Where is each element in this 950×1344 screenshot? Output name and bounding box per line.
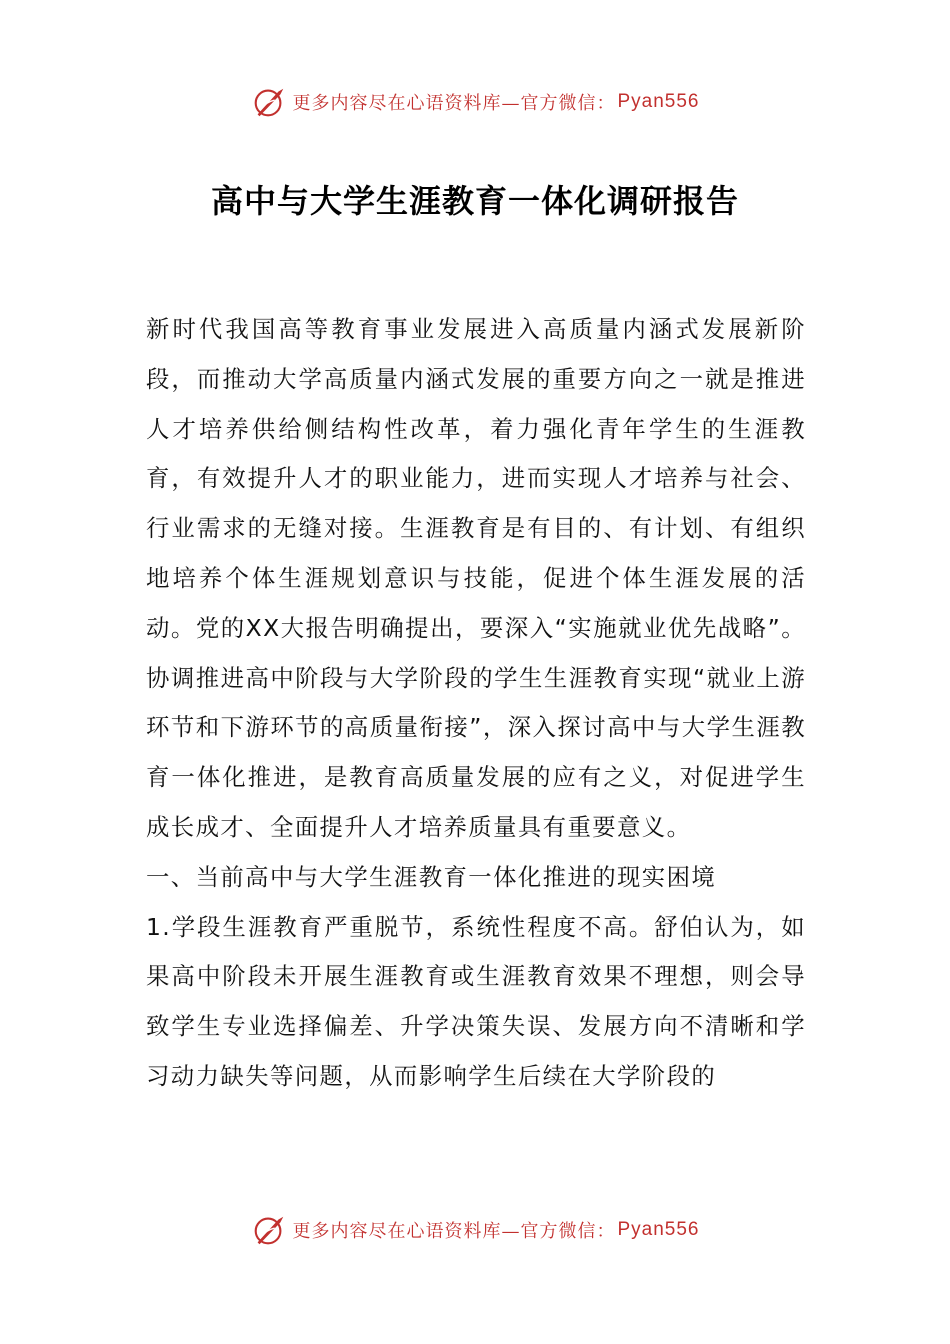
pen-nib-circle-icon <box>250 1211 288 1249</box>
footer-watermark <box>0 1210 950 1250</box>
watermark-wechat-id: Pyan556 <box>617 91 700 112</box>
document-body <box>146 305 806 1102</box>
document-title: 高中与大学生涯教育一体化调研报告 <box>210 182 739 220</box>
subsection-paragraph: 1.学段生涯教育严重脱节，系统性程度不高。舒伯认为，如果高中阶段未开展生涯教育或生涯教育效果不理想，则会导致学生专业选择偏差、升学决策失误、发展方向不清晰和学习动力缺失等问题，从而影响学生后续在大学阶段的 <box>146 912 806 1090</box>
pen-nib-circle-icon <box>250 83 288 121</box>
watermark-wechat-id: Pyan556 <box>617 1219 700 1240</box>
watermark-text: 更多内容尽在心语资料库—官方微信： <box>292 93 616 114</box>
intro-paragraph: 新时代我国高等教育事业发展进入高质量内涵式发展新阶段，而推动大学高质量内涵式发展的重要方向之一就是推进人才培养供给侧结构性改革，着力强化青年学生的生涯教育，有效提升人才的职业能力，进而实现人才培养与社会、行业需求的无缝对接。生涯教育是有目的、有计划、有组织地培养个体生涯规划意识与技能，促进个体生涯发展的活动。党的XX大报告明确提出，要深入“实施就业优先战略”。协调推进高中阶段与大学阶段的学生生涯教育实现“就业上游环节和下游环节的高质量衔接”，深入探讨高中与大学生涯教育一体化推进，是教育高质量发展的应有之义，对促进学生成长成才、全面提升人才培养质量具有重要意义。 <box>146 315 806 841</box>
section-heading: 一、当前高中与大学生涯教育一体化推进的现实困境 <box>146 862 717 891</box>
header-watermark <box>0 82 950 122</box>
watermark-text: 更多内容尽在心语资料库—官方微信： <box>292 1221 616 1242</box>
